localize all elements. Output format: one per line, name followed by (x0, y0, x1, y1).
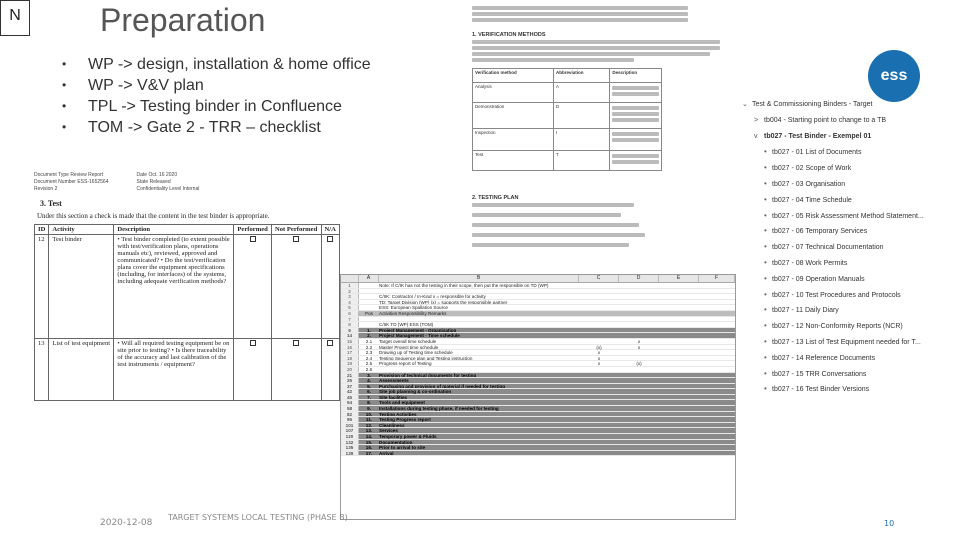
row-number: 120 (341, 434, 359, 439)
sheet-cell[interactable]: x (597, 355, 601, 361)
bullet-icon: • (764, 321, 767, 331)
sheet-cell[interactable] (619, 294, 659, 299)
sheet-cell[interactable] (619, 423, 659, 428)
bullet-icon: • (764, 352, 767, 362)
sheet-row[interactable] (341, 451, 735, 457)
tree-item[interactable]: • tb027 - 03 Organisation (742, 176, 954, 192)
chevron-right-icon[interactable]: > (754, 116, 759, 124)
sheet-cell[interactable]: Testing Progress report (379, 417, 431, 422)
checkbox[interactable] (250, 236, 256, 242)
sheet-cell[interactable]: (x) (596, 344, 602, 350)
row-number: 58 (341, 406, 359, 411)
sheet-cell[interactable]: Temporary power & Fluids (379, 434, 437, 439)
sheet-cell[interactable] (579, 400, 619, 405)
sheet-cell[interactable]: 6. (367, 389, 371, 395)
row-number: 2 (341, 289, 359, 294)
doc-section-title: 3. Test (40, 199, 62, 208)
sheet-cell[interactable]: (x) (636, 361, 642, 367)
sheet-column-headers (341, 275, 735, 283)
sheet-cell[interactable] (579, 322, 619, 327)
row-number: 135 (341, 445, 359, 450)
bullet-icon: • (764, 368, 767, 378)
sheet-cell[interactable] (579, 395, 619, 400)
tree-item[interactable]: • tb027 - 10 Test Procedures and Protocols (742, 287, 954, 303)
tree-item[interactable]: • tb027 - 08 Work Permits (742, 255, 954, 271)
sheet-cell[interactable] (619, 289, 659, 294)
bullet-icon: • (764, 336, 767, 346)
tree-item[interactable]: • tb027 - 13 List of Test Equipment needed for T... (742, 334, 954, 350)
sheet-cell[interactable]: x (637, 338, 641, 344)
row-number: 54 (341, 400, 359, 405)
sheet-cell[interactable]: 4. (367, 378, 371, 384)
sheet-cell[interactable]: 10. (365, 411, 373, 417)
sheet-cell[interactable]: Cleanliness (379, 422, 405, 428)
sheet-cell[interactable] (619, 322, 659, 327)
row-number: 9 (341, 328, 359, 333)
sheet-cell[interactable]: 3. (367, 372, 371, 378)
sheet-cell[interactable] (619, 317, 659, 322)
sheet-cell[interactable]: 1. (367, 327, 371, 333)
sheet-cell[interactable]: 2.1 (365, 338, 373, 344)
bullet-icon: • (764, 289, 767, 299)
sheet-cell[interactable] (579, 440, 619, 445)
sheet-cell[interactable]: C/IIK: Contractor / In-Kind x = responsible for activity (379, 294, 486, 299)
sheet-cell[interactable] (579, 311, 619, 316)
row-number: 4 (341, 300, 359, 305)
sheet-cell[interactable]: Provision of technical documents for testing (379, 372, 477, 378)
tree-item[interactable]: • tb027 - 14 Reference Documents (742, 350, 954, 366)
sheet-cell[interactable]: Purchasing and provision of material if needed for testing (379, 383, 506, 389)
sheet-cell[interactable] (579, 294, 619, 299)
row-number: 20 (341, 367, 359, 372)
checkbox[interactable] (250, 340, 256, 346)
page-tree (742, 97, 954, 397)
sheet-cell[interactable]: x (637, 344, 641, 350)
verification-plan-document (472, 0, 742, 275)
sheet-cell[interactable] (379, 289, 579, 294)
row-number: 16 (341, 345, 359, 350)
checklist-table (34, 224, 340, 401)
sheet-rows (341, 283, 735, 456)
review-report-document (34, 172, 340, 422)
sheet-cell[interactable] (619, 412, 659, 417)
bullet-item: • TPL -> Testing binder in Confluence (62, 96, 392, 117)
column-header[interactable]: F (699, 275, 735, 282)
sheet-cell[interactable]: 2.4 (365, 355, 373, 361)
bullet-icon: • (764, 226, 767, 236)
column-header[interactable]: B (379, 275, 579, 282)
sheet-cell[interactable] (619, 389, 659, 394)
sheet-cell[interactable] (619, 367, 659, 372)
ess-logo: ess (868, 50, 920, 102)
tree-item[interactable]: • tb027 - 11 Daily Diary (742, 302, 954, 318)
sheet-cell[interactable] (359, 289, 379, 294)
sheet-cell[interactable] (619, 350, 659, 355)
row-number: 5 (341, 305, 359, 310)
bullet-item: • WP -> design, installation & home office (62, 54, 392, 75)
sheet-cell[interactable] (619, 328, 659, 333)
tree-item[interactable]: • tb027 - 15 TRR Conversations (742, 366, 954, 382)
document-header (34, 172, 340, 179)
bullet-icon: • (764, 178, 767, 188)
row-number: 3 (341, 294, 359, 299)
checkbox[interactable] (293, 236, 299, 242)
sheet-cell[interactable] (579, 328, 619, 333)
sheet-cell[interactable]: Master Project time schedule (379, 344, 439, 350)
bullet-icon: • (764, 163, 767, 173)
sheet-cell[interactable] (579, 434, 619, 439)
sheet-cell[interactable] (579, 445, 619, 450)
chevron-down-icon[interactable]: ⌄ (742, 101, 748, 108)
sheet-cell[interactable]: Site facilities (379, 394, 408, 400)
sheet-cell[interactable]: 11. (365, 417, 373, 423)
sheet-cell[interactable]: 13. (365, 428, 373, 434)
row-number: 17 (341, 350, 359, 355)
sheet-cell[interactable] (359, 322, 379, 327)
bullet-icon: • (764, 242, 767, 252)
bullet-icon: • (764, 384, 767, 394)
sheet-cell[interactable] (619, 440, 659, 445)
col-description: Description (114, 225, 234, 235)
sheet-cell[interactable] (379, 317, 579, 322)
sheet-cell[interactable] (619, 356, 659, 361)
sheet-cell[interactable]: Documentation (379, 439, 413, 445)
sheet-cell[interactable]: x (597, 361, 601, 367)
row-number: 14 (341, 333, 359, 338)
bullet-icon: • (764, 147, 767, 157)
tree-item[interactable]: v tb027 - Test Binder - Exempel 01 (742, 129, 954, 145)
sheet-cell[interactable] (619, 428, 659, 433)
col-id: ID (35, 225, 49, 235)
sheet-cell[interactable] (619, 445, 659, 450)
sheet-cell[interactable]: 16. (365, 445, 373, 451)
responsibility-spreadsheet (340, 274, 736, 520)
col-na: N/A (321, 225, 339, 235)
sheet-cell[interactable]: Note: If C/IK has not the testing in their scope, then put the responsible on TD (WP) (379, 283, 549, 288)
sheet-cell[interactable] (579, 333, 619, 338)
sheet-cell[interactable]: 2.6 (365, 366, 373, 372)
bullet-item: • TOM -> Gate 2 - TRR – checklist (62, 117, 392, 138)
row-number: 15 (341, 339, 359, 344)
sheet-cell[interactable] (619, 384, 659, 389)
sheet-cell[interactable]: Arrival (379, 450, 394, 456)
sheet-cell[interactable]: Target overall time schedule (379, 338, 437, 344)
row-number: 37 (341, 384, 359, 389)
tree-item[interactable]: • tb027 - 04 Time Schedule (742, 192, 954, 208)
column-header[interactable]: E (659, 275, 699, 282)
sheet-cell[interactable]: 12. (365, 422, 373, 428)
sheet-cell[interactable]: Drawing up of Testing time schedule (379, 350, 453, 355)
section-testing-plan: 2. TESTING PLAN (472, 195, 519, 201)
sheet-cell[interactable] (359, 305, 379, 310)
sheet-cell[interactable]: 17. (365, 450, 373, 456)
row-number: 101 (341, 423, 359, 428)
sheet-cell[interactable]: 14. (365, 434, 373, 440)
sheet-cell[interactable]: Project Management - Organisation (379, 327, 457, 333)
sheet-cell[interactable] (579, 300, 619, 305)
sheet-cell[interactable] (579, 339, 619, 344)
sheet-cell[interactable]: Tools and equipment (379, 400, 425, 406)
sheet-cell[interactable]: Installations during testing phase, if needed for testing (379, 406, 499, 411)
sheet-cell[interactable] (619, 417, 659, 422)
doc-state: State Released (136, 179, 171, 185)
sheet-cell[interactable]: 2.3 (365, 350, 373, 356)
sheet-cell[interactable] (579, 417, 619, 422)
bullet-icon: • (764, 257, 767, 267)
sheet-cell[interactable]: 2.2 (365, 344, 373, 350)
sheet-cell[interactable] (579, 373, 619, 378)
sheet-cell[interactable] (579, 378, 619, 383)
tree-item[interactable]: • tb027 - 07 Technical Documentation (742, 239, 954, 255)
sheet-cell[interactable] (579, 428, 619, 433)
footer-date: 2020-12-08 (100, 518, 153, 528)
verification-methods-table: Verification method Abbreviation Description Analysis A Demonstration D Inspection I Test T (472, 68, 662, 171)
sheet-cell[interactable]: 2.5 (365, 361, 373, 367)
sheet-cell[interactable] (619, 305, 659, 310)
sheet-cell[interactable] (619, 395, 659, 400)
sheet-cell[interactable] (619, 434, 659, 439)
tree-item[interactable]: • tb027 - 05 Risk Assessment Method Statement... (742, 208, 954, 224)
row-number: 19 (341, 361, 359, 366)
tree-item[interactable]: • tb027 - 02 Scope of Work (742, 160, 954, 176)
footer-text: TARGET SYSTEMS LOCAL TESTING (PHASE B) (168, 513, 348, 522)
sheet-cell[interactable] (579, 283, 619, 288)
sheet-cell[interactable]: 15. (365, 439, 373, 445)
row-number: 1 (341, 283, 359, 288)
doc-date: Date Oct. 16 2020 (136, 172, 178, 178)
doc-revision: Revision 2 (34, 186, 58, 192)
sheet-cell[interactable]: Services (379, 428, 398, 434)
sheet-cell[interactable]: TD: Target Division (WP) (x) = supports the responsible partner (379, 299, 508, 305)
row-number: 18 (341, 356, 359, 361)
sheet-cell[interactable] (359, 317, 379, 322)
tree-item[interactable]: > tb004 - Starting point to change to a TB (742, 113, 954, 129)
sheet-cell[interactable] (359, 283, 379, 288)
sheet-cell[interactable] (619, 400, 659, 405)
bullet-icon: • (764, 273, 767, 283)
sheet-cell[interactable] (379, 367, 579, 372)
sheet-cell[interactable] (579, 367, 619, 372)
sheet-cell[interactable]: 5. (367, 383, 371, 389)
tree-item[interactable]: • tb027 - 16 Test Binder Versions (742, 381, 954, 397)
bullet-item: • WP -> V&V plan (62, 75, 392, 96)
row-number: 8 (341, 322, 359, 327)
doc-confidentiality: Confidentiality Level Internal (136, 186, 200, 192)
tree-root[interactable]: ⌄ Test & Commissioning Binders - Target (742, 97, 954, 113)
sheet-cell[interactable]: Activities Responsibility Remarks (379, 310, 447, 316)
doc-intro: Under this section a check is made that the content in the test binder is appropriate. (37, 212, 270, 220)
sheet-cell[interactable]: Testing Sequence plan and Testing instruction (379, 355, 473, 361)
row-number: 107 (341, 428, 359, 433)
sheet-cell[interactable]: x (597, 350, 601, 356)
sheet-cell[interactable] (619, 300, 659, 305)
row-number: 95 (341, 417, 359, 422)
doc-number: Document Number ESS-1652564 (34, 179, 109, 185)
sheet-cell[interactable] (579, 406, 619, 411)
sheet-cell[interactable] (619, 373, 659, 378)
tree-item[interactable]: • tb027 - 12 Non-Conformity Reports (NCR) (742, 318, 954, 334)
checkbox[interactable] (327, 236, 333, 242)
row-number: 82 (341, 412, 359, 417)
sheet-cell[interactable]: 9. (367, 406, 371, 412)
sheet-cell[interactable] (579, 389, 619, 394)
column-header[interactable]: D (619, 275, 659, 282)
tree-item[interactable]: • tb027 - 06 Temporary Services (742, 223, 954, 239)
sheet-cell[interactable] (619, 378, 659, 383)
slide-title: Preparation (100, 2, 266, 38)
col-activity: Activity (49, 225, 114, 235)
sheet-cell[interactable] (579, 451, 619, 456)
sheet-cell[interactable] (619, 283, 659, 288)
sheet-cell[interactable]: Site job planning & co-ordination (379, 389, 452, 394)
sheet-cell[interactable]: Assessments (379, 378, 409, 383)
tree-item[interactable]: • tb027 - 01 List of Documents (742, 144, 954, 160)
row-number: 6 (341, 311, 359, 316)
sheet-cell[interactable]: Project Management - Time schedule (379, 333, 460, 338)
sheet-cell[interactable]: Testing Activities (379, 411, 417, 417)
row-number: 132 (341, 440, 359, 445)
doc-type: Document Type Review Report (34, 172, 104, 178)
chevron-down-icon[interactable]: v (754, 132, 758, 140)
row-number: 45 (341, 395, 359, 400)
table-row: 13 List of test equipment • Will all required testing equipment be on site prior to testing? • Is there traceability of the accuracy and last calibration of the test instruments / equipment? (35, 339, 340, 401)
sheet-cell[interactable]: 2. (367, 333, 371, 339)
page-number: 10 (884, 519, 895, 528)
bullet-icon: • (764, 305, 767, 315)
row-number: 139 (341, 451, 359, 456)
slide-tab-marker: N (0, 0, 30, 36)
row-number: 7 (341, 317, 359, 322)
sheet-cell[interactable] (579, 412, 619, 417)
sheet-cell[interactable] (359, 294, 379, 299)
sheet-cell[interactable] (619, 406, 659, 411)
row-number: 25 (341, 378, 359, 383)
sheet-cell[interactable]: C/IIK TD (WP) ESS (TOM) (379, 322, 434, 327)
sheet-cell[interactable] (579, 423, 619, 428)
bullet-icon: • (764, 194, 767, 204)
tree-item[interactable]: • tb027 - 09 Operation Manuals (742, 271, 954, 287)
row-number: 42 (341, 389, 359, 394)
sheet-cell[interactable]: Prior to arrival to site (379, 445, 426, 450)
sheet-cell[interactable]: 7. (367, 394, 371, 400)
sheet-cell[interactable]: ESS: European Spallation Source (379, 305, 448, 310)
table-row: 12 Test binder • Test binder completed (to extent possible with test/verification plans, operations manuals etc), reviewed, approved and communicated? • Do the test/verification plans cover the equipment specifications (including, for interfaces) of the systems, including adequate verification methods? (35, 235, 340, 339)
column-header[interactable]: A (359, 275, 379, 282)
sheet-cell[interactable] (619, 333, 659, 338)
column-header[interactable]: C (579, 275, 619, 282)
sheet-cell[interactable] (619, 451, 659, 456)
row-number: 21 (341, 373, 359, 378)
sheet-cell[interactable]: Progress report of Testing (379, 361, 432, 366)
sheet-cell[interactable]: 8. (367, 400, 371, 406)
sheet-cell[interactable] (579, 305, 619, 310)
sheet-cell[interactable] (579, 384, 619, 389)
sheet-cell[interactable] (619, 311, 659, 316)
col-performed: Performed (234, 225, 272, 235)
section-verification-methods: 1. VERIFICATION METHODS (472, 32, 546, 38)
bullet-icon: • (764, 210, 767, 220)
bullet-list (62, 54, 392, 138)
sheet-cell[interactable] (359, 300, 379, 305)
sheet-cell[interactable] (579, 317, 619, 322)
sheet-cell[interactable] (579, 289, 619, 294)
sheet-cell[interactable]: Pos (365, 310, 373, 316)
checkbox[interactable] (327, 340, 333, 346)
col-not-performed: Not Performed (271, 225, 321, 235)
checkbox[interactable] (293, 340, 299, 346)
